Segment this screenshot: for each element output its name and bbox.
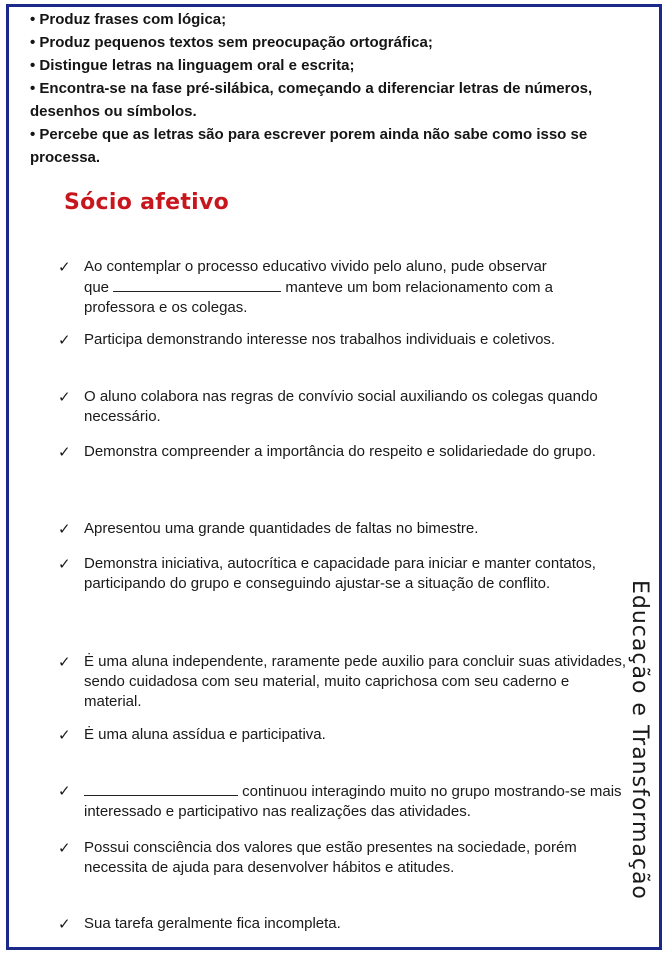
item-text: Participa demonstrando interesse nos trabalhos individuais e coletivos. [84,331,556,348]
item-text: Ao contemplar o processo educativo vivido pelo aluno, pude observar [84,258,547,275]
bullet-item: • Produz frases com lógica; [30,11,227,28]
item-text: Demonstra iniciativa, autocrítica e capacidade para iniciar e manter contatos, participando do grupo e conseguindo ajustar-se a situação de conflito. [84,555,596,592]
check-icon: ✓ [58,653,71,671]
side-watermark-text: Educação e Transformação [627,580,652,900]
checklist-item [58,519,628,539]
item-text: Possui consciência dos valores que estão presentes na sociedade, porém necessita de ajuda para desenvolver hábitos e atitudes. [84,839,577,876]
item-text: Ė uma aluna independente, raramente pede auxilio para concluir suas atividades, sendo cuidadosa com seu material, muito caprichosa com seu caderno e material. [84,653,627,710]
checklist-item [58,330,628,350]
check-icon: ✓ [58,520,71,538]
checklist-item [58,442,628,462]
check-icon: ✓ [58,331,71,349]
check-icon: ✓ [58,443,71,461]
check-icon: ✓ [58,782,71,800]
checklist-item [58,387,628,427]
check-icon: ✓ [58,388,71,406]
check-icon: ✓ [58,258,71,276]
checklist-item [58,914,628,934]
bullet-item: • Encontra-se na fase pré-silábica, começando a diferenciar letras de números, desenhos ou símbolos. [30,80,593,120]
checklist-item [58,781,628,822]
item-text: que [84,279,110,296]
check-icon: ✓ [58,839,71,857]
checklist-item [58,554,628,594]
fill-in-blank [113,277,281,292]
item-text: manteve um bom relacionamento com a professora e os colegas. [84,279,554,316]
item-text: Apresentou uma grande quantidades de faltas no bimestre. [84,520,479,537]
bullet-item: • Distingue letras na linguagem oral e escrita; [30,57,355,74]
check-icon: ✓ [58,726,71,744]
check-icon: ✓ [58,915,71,933]
item-text: Sua tarefa geralmente fica incompleta. [84,915,341,932]
check-icon: ✓ [58,555,71,573]
bullet-item: • Produz pequenos textos sem preocupação ortográfica; [30,34,433,51]
bullet-item: • Percebe que as letras são para escrever porem ainda não sabe como isso se processa. [30,126,588,166]
checklist-item [58,652,628,712]
item-text: continuou interagindo muito no grupo mostrando-se mais interessado e participativo nas realizações das atividades. [84,783,622,820]
checklist-item [58,257,628,318]
checklist-item [58,838,628,878]
section-title: Sócio afetivo [64,190,230,215]
fill-in-blank [84,781,238,796]
development-bullet-list [30,8,645,169]
checklist-item [58,725,628,745]
item-text: Ė uma aluna assídua e participativa. [84,726,326,743]
item-text: O aluno colabora nas regras de convívio social auxiliando os colegas quando necessário. [84,388,598,425]
item-text: Demonstra compreender a importância do respeito e solidariedade do grupo. [84,443,596,460]
